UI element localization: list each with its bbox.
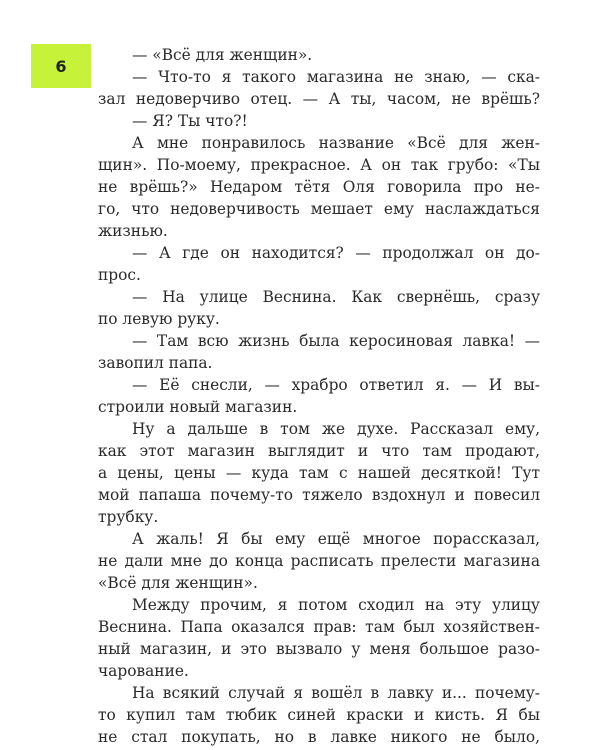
text-line: — Её снесли, — храбро ответил я. — И вы-: [132, 376, 540, 394]
story-text: [98, 44, 540, 748]
text-line: Веснина. Папа оказался прав: там был хозяйствен-: [98, 618, 540, 636]
text-line: Ну а дальше в том же духе. Рассказал ему,: [132, 420, 540, 438]
text-line: зал недоверчиво отец. — А ты, часом, не врёшь?: [98, 90, 540, 108]
text-line: не стал покупать, но в лавке никого не было,: [98, 728, 540, 746]
text-line: трубку.: [98, 508, 159, 526]
text-line: по левую руку.: [98, 310, 220, 328]
text-line: А жаль! Я бы ему ещё многое порассказал,: [132, 530, 540, 548]
text-line: — А где он находится? — продолжал он до-: [132, 244, 540, 262]
text-line: как этот магазин выглядит и что там продают,: [98, 442, 540, 460]
page-number: 6: [55, 56, 67, 76]
text-line: то купил там тюбик синей краски и кисть. Я бы: [98, 706, 540, 724]
text-line: щин». По-моему, прекрасное. А он так грубо: «Ты: [98, 156, 540, 174]
text-line: — На улице Веснина. Как свернёшь, сразу: [132, 288, 540, 306]
text-line: — Что-то я такого магазина не знаю, — ска-: [132, 68, 540, 86]
text-line: «Всё для женщин».: [98, 574, 258, 592]
page-number-badge: [31, 44, 91, 88]
text-line: строили новый магазин.: [98, 398, 298, 416]
text-line: ный магазин, и это вызвало у меня большое разо-: [98, 640, 540, 658]
text-line: На всякий случай я вошёл в лавку и... почему-: [132, 684, 540, 702]
text-line: чарование.: [98, 662, 189, 680]
text-line: А мне понравилось название «Всё для жен-: [132, 134, 540, 152]
text-line: не врёшь?» Недаром тётя Оля говорила про не-: [98, 178, 540, 196]
text-line: жизнью.: [98, 222, 168, 240]
text-line: — Я? Ты что?!: [132, 112, 248, 130]
text-line: Между прочим, я потом сходил на эту улицу: [132, 596, 540, 614]
text-line: го, что недоверчивость мешает ему наслаждаться: [98, 200, 540, 218]
text-line: мой папаша почему-то тяжело вздохнул и повесил: [98, 486, 540, 504]
text-line: — Там всю жизнь была керосиновая лавка! —: [132, 332, 540, 350]
text-line: — «Всё для женщин».: [132, 46, 313, 64]
text-line: а цены, цены — куда там с нашей десяткой! Тут: [98, 464, 540, 482]
text-line: не дали мне до конца расписать прелести магазина: [98, 552, 540, 570]
text-line: завопил папа.: [98, 354, 213, 372]
text-line: прос.: [98, 266, 141, 284]
